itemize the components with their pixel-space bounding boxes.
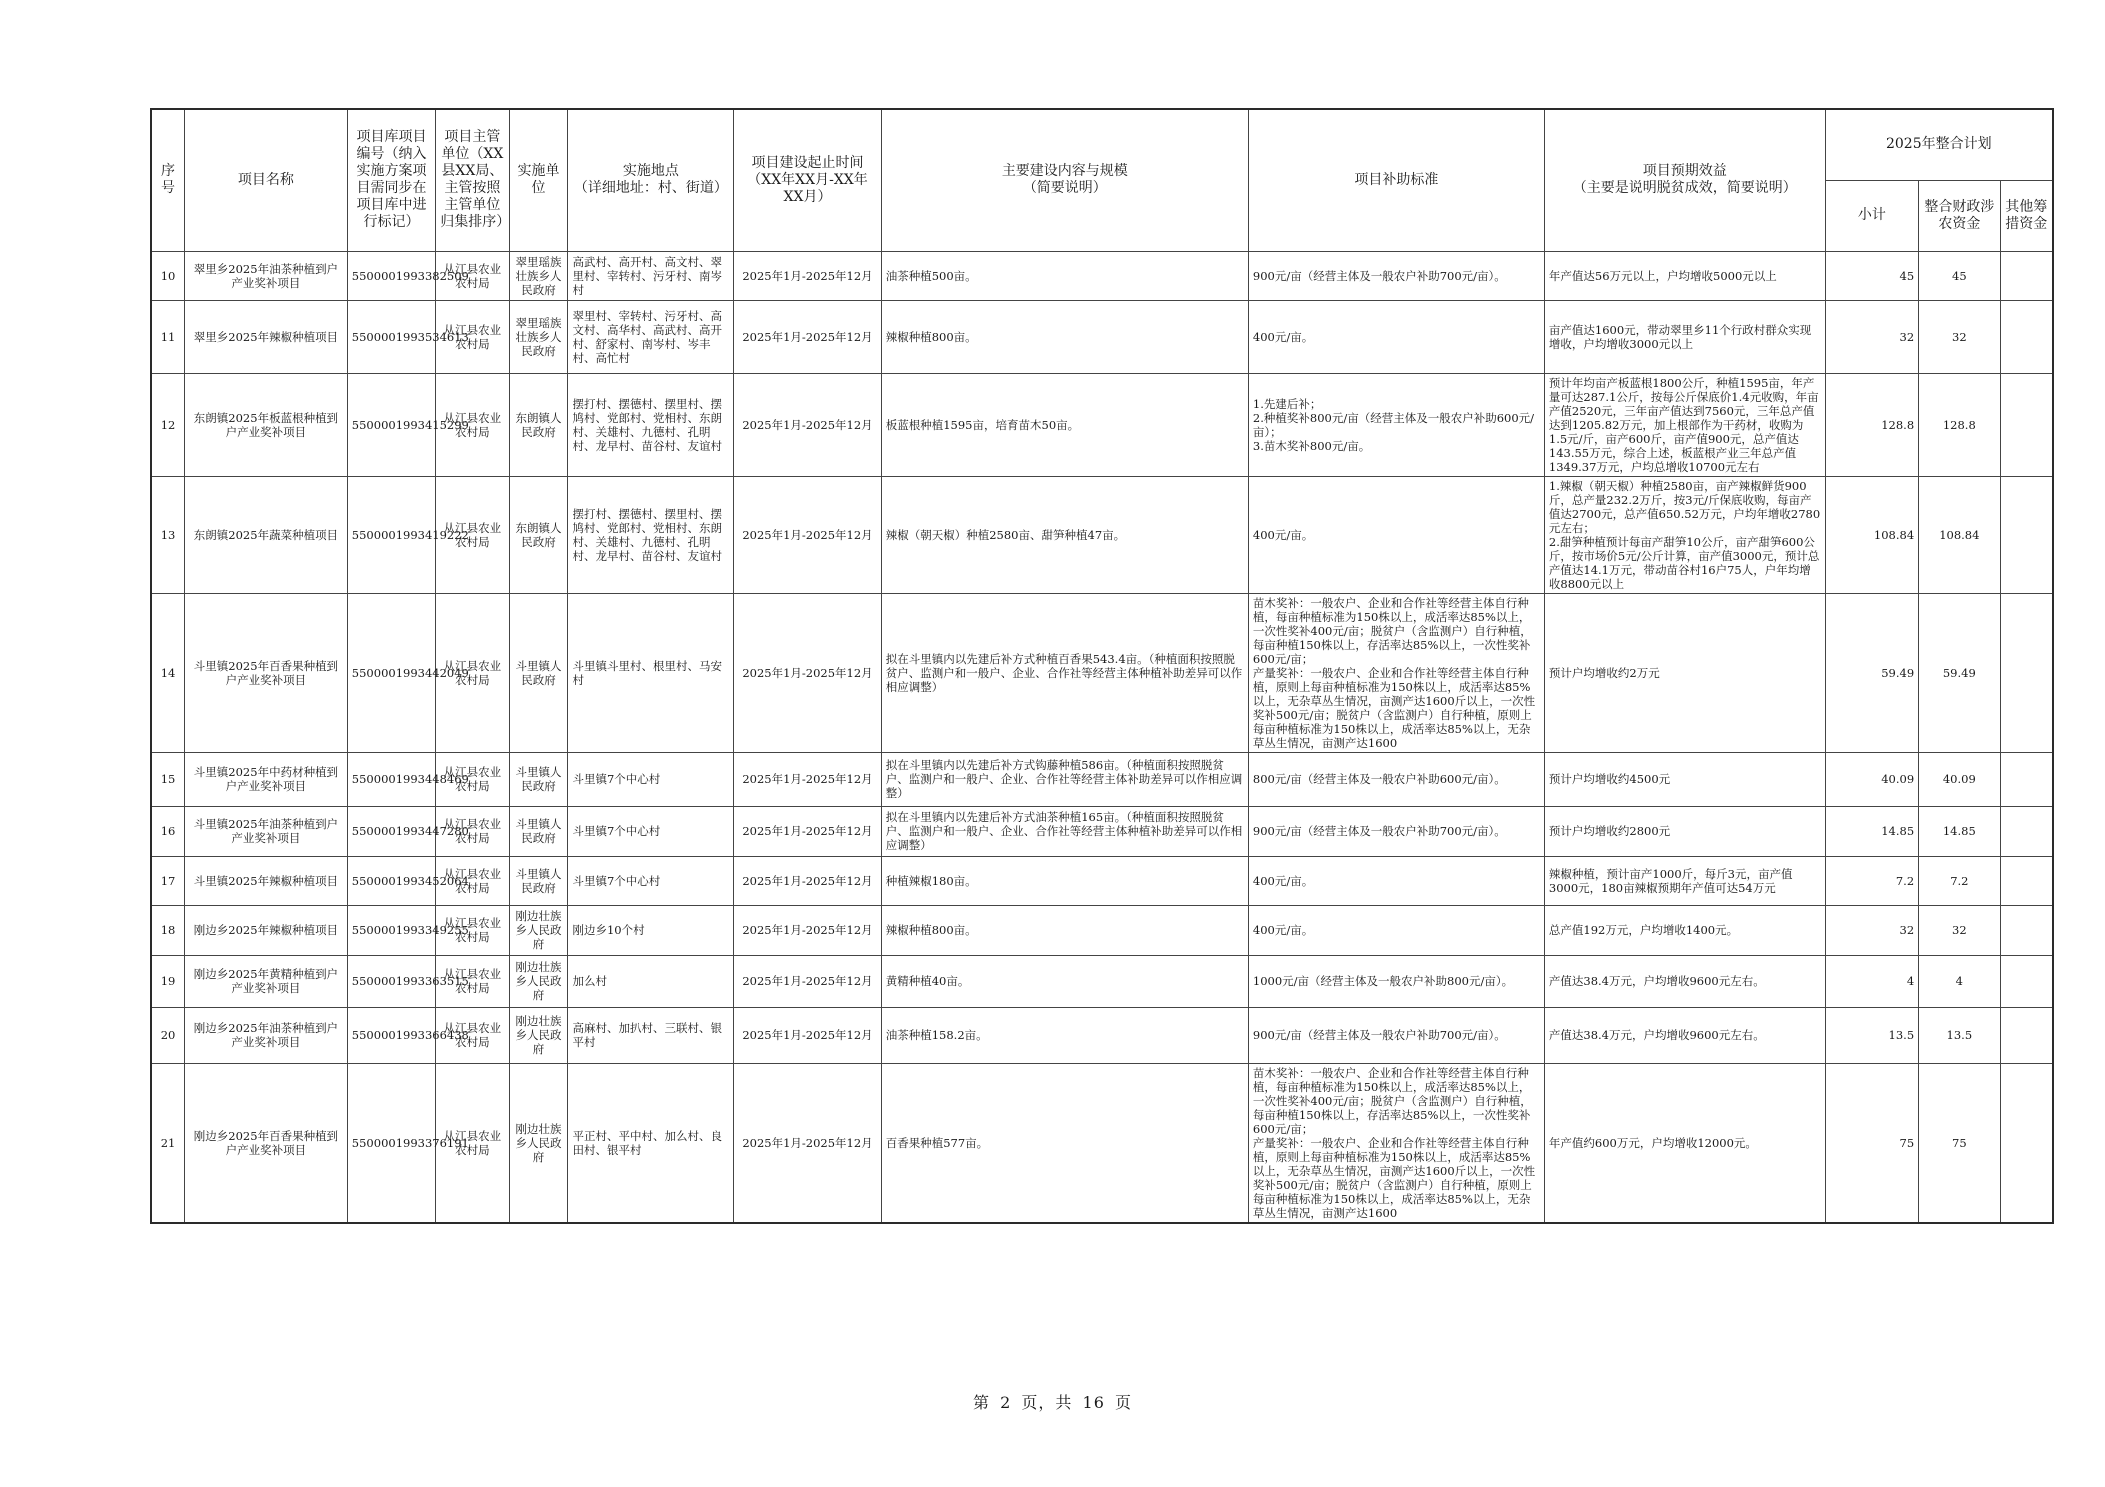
- cell-benefit: 总产值192万元，户均增收1400元。: [1544, 905, 1825, 955]
- cell-benefit: 预计户均增收约2800元: [1544, 806, 1825, 856]
- cell-seq: 15: [151, 752, 185, 806]
- cell-name: 斗里镇2025年辣椒种植项目: [185, 856, 348, 905]
- cell-name: 刚边乡2025年油茶种植到户产业奖补项目: [185, 1007, 348, 1063]
- page-footer: [0, 1390, 2105, 1413]
- cell-content: 辣椒种植800亩。: [881, 905, 1248, 955]
- cell-name: 翠里乡2025年辣椒种植项目: [185, 300, 348, 373]
- cell-other: [2000, 1063, 2053, 1223]
- table-row: [151, 856, 2053, 905]
- cell-dept: 从江县农业农村局: [436, 300, 509, 373]
- table-row: [151, 752, 2053, 806]
- cell-period: 2025年1月-2025年12月: [734, 373, 881, 476]
- cell-loc: 刚边乡10个村: [568, 905, 734, 955]
- header-benefit: 项目预期效益 （主要是说明脱贫成效，简要说明）: [1544, 109, 1825, 251]
- cell-period: 2025年1月-2025年12月: [734, 1007, 881, 1063]
- cell-subsidy: 800元/亩（经营主体及一般农户补助600元/亩）。: [1248, 752, 1544, 806]
- cell-fiscal: 4: [1919, 955, 2000, 1007]
- cell-impl: 斗里镇人民政府: [509, 752, 568, 806]
- table-row: [151, 905, 2053, 955]
- table-row: [151, 1063, 2053, 1223]
- cell-dept: 从江县农业农村局: [436, 1007, 509, 1063]
- cell-seq: 13: [151, 476, 185, 593]
- cell-fiscal: 32: [1919, 905, 2000, 955]
- cell-subtotal: 40.09: [1825, 752, 1919, 806]
- cell-seq: 19: [151, 955, 185, 1007]
- cell-loc: 摆打村、摆德村、摆里村、摆鸠村、党郎村、党相村、东朗村、关雄村、九德村、孔明村、龙早村、苗谷村、友谊村: [568, 476, 734, 593]
- cell-name: 刚边乡2025年黄精种植到户产业奖补项目: [185, 955, 348, 1007]
- header-period: 项目建设起止时间 （XX年XX月-XX年XX月）: [734, 109, 881, 251]
- cell-subtotal: 75: [1825, 1063, 1919, 1223]
- cell-subtotal: 13.5: [1825, 1007, 1919, 1063]
- cell-fiscal: 108.84: [1919, 476, 2000, 593]
- cell-benefit: 年产值达56万元以上，户均增收5000元以上: [1544, 251, 1825, 300]
- cell-loc: 高武村、高开村、高文村、翠里村、宰转村、污牙村、南岑村: [568, 251, 734, 300]
- cell-seq: 11: [151, 300, 185, 373]
- table-row: [151, 593, 2053, 752]
- cell-other: [2000, 806, 2053, 856]
- cell-seq: 18: [151, 905, 185, 955]
- cell-content: 辣椒种植800亩。: [881, 300, 1248, 373]
- cell-code: 5500001993376191: [347, 1063, 435, 1223]
- cell-seq: 16: [151, 806, 185, 856]
- cell-subsidy: 900元/亩（经营主体及一般农户补助700元/亩）。: [1248, 251, 1544, 300]
- cell-seq: 17: [151, 856, 185, 905]
- cell-benefit: 预计户均增收约4500元: [1544, 752, 1825, 806]
- cell-subtotal: 32: [1825, 300, 1919, 373]
- cell-fiscal: 45: [1919, 251, 2000, 300]
- cell-seq: 10: [151, 251, 185, 300]
- cell-fiscal: 32: [1919, 300, 2000, 373]
- cell-name: 刚边乡2025年辣椒种植项目: [185, 905, 348, 955]
- cell-fiscal: 128.8: [1919, 373, 2000, 476]
- cell-loc: 摆打村、摆德村、摆里村、摆鸠村、党郎村、党相村、东朗村、关雄村、九德村、孔明村、龙早村、苗谷村、友谊村: [568, 373, 734, 476]
- cell-other: [2000, 373, 2053, 476]
- cell-impl: 刚边壮族乡人民政府: [509, 1007, 568, 1063]
- cell-subsidy: 1000元/亩（经营主体及一般农户补助800元/亩）。: [1248, 955, 1544, 1007]
- cell-loc: 斗里镇斗里村、根里村、马安村: [568, 593, 734, 752]
- cell-dept: 从江县农业农村局: [436, 373, 509, 476]
- table-row: [151, 300, 2053, 373]
- cell-code: 5500001993448469: [347, 752, 435, 806]
- cell-loc: 加么村: [568, 955, 734, 1007]
- header-seq: 序号: [151, 109, 185, 251]
- cell-period: 2025年1月-2025年12月: [734, 593, 881, 752]
- cell-subsidy: 400元/亩。: [1248, 905, 1544, 955]
- cell-code: 5500001993363515: [347, 955, 435, 1007]
- cell-seq: 12: [151, 373, 185, 476]
- table-body: [151, 251, 2053, 1223]
- cell-subsidy: 苗木奖补：一般农户、企业和合作社等经营主体自行种植，每亩种植标准为150株以上，成活率达85%以上，一次性奖补400元/亩；脱贫户（含监测户）自行种植，每亩种植150株以上，存活率达85%以上，一次性奖补600元/亩； 产量奖补：一般农户、企业和合作社等经营主体自行种植，原则上每亩种植标准为150株以上，成活率达85%以上，无杂草丛生情况，亩测产达1600斤以上，一次性奖补500元/亩；脱贫户（含监测户）自行种植，原则上每亩种植标准为150株以上，成活率达85%以上，无杂草丛生情况，亩测产达1600: [1248, 593, 1544, 752]
- table-row: [151, 476, 2053, 593]
- cell-name: 斗里镇2025年油茶种植到户产业奖补项目: [185, 806, 348, 856]
- cell-period: 2025年1月-2025年12月: [734, 300, 881, 373]
- cell-subtotal: 59.49: [1825, 593, 1919, 752]
- page-number: 2: [1000, 1393, 1012, 1412]
- cell-fiscal: 59.49: [1919, 593, 2000, 752]
- cell-period: 2025年1月-2025年12月: [734, 476, 881, 593]
- cell-dept: 从江县农业农村局: [436, 1063, 509, 1223]
- cell-subtotal: 4: [1825, 955, 1919, 1007]
- page-mid: 页，共: [1021, 1393, 1073, 1412]
- cell-seq: 21: [151, 1063, 185, 1223]
- table-row: [151, 373, 2053, 476]
- cell-subsidy: 400元/亩。: [1248, 476, 1544, 593]
- cell-period: 2025年1月-2025年12月: [734, 251, 881, 300]
- cell-impl: 刚边壮族乡人民政府: [509, 955, 568, 1007]
- table-row: [151, 251, 2053, 300]
- cell-impl: 东朗镇人民政府: [509, 373, 568, 476]
- cell-subtotal: 128.8: [1825, 373, 1919, 476]
- cell-fiscal: 13.5: [1919, 1007, 2000, 1063]
- cell-impl: 刚边壮族乡人民政府: [509, 905, 568, 955]
- cell-other: [2000, 300, 2053, 373]
- cell-other: [2000, 856, 2053, 905]
- cell-code: 5500001993534613: [347, 300, 435, 373]
- cell-subsidy: 苗木奖补：一般农户、企业和合作社等经营主体自行种植，每亩种植标准为150株以上，成活率达85%以上，一次性奖补400元/亩；脱贫户（含监测户）自行种植，每亩种植150株以上，存活率达85%以上，一次性奖补600元/亩； 产量奖补：一般农户、企业和合作社等经营主体自行种植，原则上每亩种植标准为150株以上，成活率达85%以上，无杂草丛生情况，亩测产达1600斤以上，一次性奖补500元/亩；脱贫户（含监测户）自行种植，原则上每亩种植标准为150株以上，成活率达85%以上，无杂草丛生情况，亩测产达1600: [1248, 1063, 1544, 1223]
- cell-subsidy: 1.先建后补； 2.种植奖补800元/亩（经营主体及一般农户补助600元/亩）； 3.苗木奖补800元/亩。: [1248, 373, 1544, 476]
- cell-code: 5500001993349255: [347, 905, 435, 955]
- table-row: [151, 806, 2053, 856]
- cell-code: 5500001993366438: [347, 1007, 435, 1063]
- cell-loc: 平正村、平中村、加么村、良田村、银平村: [568, 1063, 734, 1223]
- cell-subtotal: 32: [1825, 905, 1919, 955]
- cell-content: 拟在斗里镇内以先建后补方式钩藤种植586亩。（种植面积按照脱贫户、监测户和一般户、企业、合作社等经营主体补助差异可以作相应调整）: [881, 752, 1248, 806]
- cell-subsidy: 900元/亩（经营主体及一般农户补助700元/亩）。: [1248, 806, 1544, 856]
- cell-subtotal: 7.2: [1825, 856, 1919, 905]
- page-prefix: 第: [973, 1393, 991, 1412]
- cell-dept: 从江县农业农村局: [436, 476, 509, 593]
- header-plan-group: 2025年整合计划: [1825, 109, 2053, 180]
- cell-content: 种植辣椒180亩。: [881, 856, 1248, 905]
- cell-other: [2000, 476, 2053, 593]
- cell-period: 2025年1月-2025年12月: [734, 806, 881, 856]
- cell-name: 刚边乡2025年百香果种植到户产业奖补项目: [185, 1063, 348, 1223]
- cell-benefit: 年产值约600万元，户均增收12000元。: [1544, 1063, 1825, 1223]
- cell-name: 东朗镇2025年板蓝根种植到户产业奖补项目: [185, 373, 348, 476]
- project-table: [150, 108, 2054, 1224]
- cell-dept: 从江县农业农村局: [436, 856, 509, 905]
- cell-content: 油茶种植158.2亩。: [881, 1007, 1248, 1063]
- cell-loc: 翠里村、宰转村、污牙村、高文村、高华村、高武村、高开村、舒家村、南岑村、岑丰村、高忙村: [568, 300, 734, 373]
- cell-code: 5500001993442049: [347, 593, 435, 752]
- cell-impl: 斗里镇人民政府: [509, 593, 568, 752]
- header-name: 项目名称: [185, 109, 348, 251]
- page-suffix: 页: [1114, 1393, 1132, 1412]
- cell-subsidy: 400元/亩。: [1248, 300, 1544, 373]
- cell-dept: 从江县农业农村局: [436, 905, 509, 955]
- header-fiscal: 整合财政涉农资金: [1919, 180, 2000, 251]
- cell-code: 5500001993452064: [347, 856, 435, 905]
- cell-code: 5500001993419222: [347, 476, 435, 593]
- cell-dept: 从江县农业农村局: [436, 806, 509, 856]
- cell-other: [2000, 905, 2053, 955]
- cell-other: [2000, 752, 2053, 806]
- project-table-sheet: [150, 108, 2054, 1224]
- cell-other: [2000, 955, 2053, 1007]
- cell-loc: 斗里镇7个中心村: [568, 856, 734, 905]
- cell-code: 5500001993447280: [347, 806, 435, 856]
- cell-period: 2025年1月-2025年12月: [734, 1063, 881, 1223]
- cell-content: 板蓝根种植1595亩，培育苗木50亩。: [881, 373, 1248, 476]
- cell-period: 2025年1月-2025年12月: [734, 752, 881, 806]
- cell-benefit: 产值达38.4万元，户均增收9600元左右。: [1544, 1007, 1825, 1063]
- header-content: 主要建设内容与规模 （简要说明）: [881, 109, 1248, 251]
- cell-name: 斗里镇2025年中药材种植到户产业奖补项目: [185, 752, 348, 806]
- header-dept: 项目主管单位（XX县XX局、主管按照主管单位归集排序）: [436, 109, 509, 251]
- cell-seq: 14: [151, 593, 185, 752]
- cell-period: 2025年1月-2025年12月: [734, 905, 881, 955]
- cell-content: 辣椒（朝天椒）种植2580亩、甜笋种植47亩。: [881, 476, 1248, 593]
- cell-impl: 斗里镇人民政府: [509, 806, 568, 856]
- cell-benefit: 辣椒种植，预计亩产1000斤，每斤3元，亩产值3000元，180亩辣椒预期年产值可达54万元: [1544, 856, 1825, 905]
- cell-fiscal: 75: [1919, 1063, 2000, 1223]
- cell-other: [2000, 1007, 2053, 1063]
- cell-subtotal: 14.85: [1825, 806, 1919, 856]
- cell-fiscal: 14.85: [1919, 806, 2000, 856]
- cell-subsidy: 900元/亩（经营主体及一般农户补助700元/亩）。: [1248, 1007, 1544, 1063]
- cell-subsidy: 400元/亩。: [1248, 856, 1544, 905]
- cell-dept: 从江县农业农村局: [436, 752, 509, 806]
- cell-seq: 20: [151, 1007, 185, 1063]
- header-subtotal: 小计: [1825, 180, 1919, 251]
- cell-benefit: 预计户均增收约2万元: [1544, 593, 1825, 752]
- cell-content: 油茶种植500亩。: [881, 251, 1248, 300]
- cell-benefit: 1.辣椒（朝天椒）种植2580亩，亩产辣椒鲜货900斤，总产量232.2万斤，按3元/斤保底收购，每亩产值达2700元，总产值650.52万元，户均年增收2780元左右； 2.甜笋种植预计每亩产甜笋10公斤，亩产甜笋600公斤，按市场价5元/公斤计算，亩产值3000元，预计总产值达14.1万元，带动苗谷村16户75人，户年均增收8800元以上: [1544, 476, 1825, 593]
- cell-dept: 从江县农业农村局: [436, 251, 509, 300]
- header-impl: 实施单位: [509, 109, 568, 251]
- table-row: [151, 955, 2053, 1007]
- cell-fiscal: 7.2: [1919, 856, 2000, 905]
- cell-benefit: 亩产值达1600元，带动翠里乡11个行政村群众实现增收，户均增收3000元以上: [1544, 300, 1825, 373]
- page-total: 16: [1082, 1393, 1105, 1412]
- cell-content: 黄精种植40亩。: [881, 955, 1248, 1007]
- cell-code: 5500001993382509: [347, 251, 435, 300]
- cell-other: [2000, 251, 2053, 300]
- header-subsidy: 项目补助标准: [1248, 109, 1544, 251]
- cell-content: 拟在斗里镇内以先建后补方式种植百香果543.4亩。（种植面积按照脱贫户、监测户和一般户、企业、合作社等经营主体种植补助差异可以作相应调整）: [881, 593, 1248, 752]
- header-code: 项目库项目编号（纳入实施方案项目需同步在项目库中进行标记）: [347, 109, 435, 251]
- table-row: [151, 1007, 2053, 1063]
- cell-subtotal: 108.84: [1825, 476, 1919, 593]
- cell-benefit: 预计年均亩产板蓝根1800公斤，种植1595亩，年产量可达287.1公斤，按每公斤保底价1.4元收购，年亩产值2520元，三年亩产值达到7560元，三年总产值达到1205.82万元，加上根部作为干药材，收购为1.5元/斤，亩产600斤，亩产值900元，总产值达143.55万元，综合上述，板蓝根产业三年总产值1349.37万元，户均总增收10700元左右: [1544, 373, 1825, 476]
- cell-name: 东朗镇2025年蔬菜种植项目: [185, 476, 348, 593]
- cell-impl: 刚边壮族乡人民政府: [509, 1063, 568, 1223]
- cell-impl: 翠里瑶族壮族乡人民政府: [509, 251, 568, 300]
- cell-impl: 东朗镇人民政府: [509, 476, 568, 593]
- cell-dept: 从江县农业农村局: [436, 593, 509, 752]
- cell-subtotal: 45: [1825, 251, 1919, 300]
- cell-period: 2025年1月-2025年12月: [734, 856, 881, 905]
- cell-period: 2025年1月-2025年12月: [734, 955, 881, 1007]
- header-other: 其他筹措资金: [2000, 180, 2053, 251]
- cell-content: 百香果种植577亩。: [881, 1063, 1248, 1223]
- cell-name: 翠里乡2025年油茶种植到户产业奖补项目: [185, 251, 348, 300]
- cell-loc: 斗里镇7个中心村: [568, 806, 734, 856]
- cell-code: 5500001993415299: [347, 373, 435, 476]
- cell-content: 拟在斗里镇内以先建后补方式油茶种植165亩。（种植面积按照脱贫户、监测户和一般户、企业、合作社等经营主体种植补助差异可以作相应调整）: [881, 806, 1248, 856]
- cell-impl: 翠里瑶族壮族乡人民政府: [509, 300, 568, 373]
- cell-name: 斗里镇2025年百香果种植到户产业奖补项目: [185, 593, 348, 752]
- cell-loc: 斗里镇7个中心村: [568, 752, 734, 806]
- header-location: 实施地点 （详细地址：村、街道）: [568, 109, 734, 251]
- cell-fiscal: 40.09: [1919, 752, 2000, 806]
- cell-dept: 从江县农业农村局: [436, 955, 509, 1007]
- cell-loc: 高麻村、加扒村、三联村、银平村: [568, 1007, 734, 1063]
- cell-benefit: 产值达38.4万元，户均增收9600元左右。: [1544, 955, 1825, 1007]
- cell-impl: 斗里镇人民政府: [509, 856, 568, 905]
- cell-other: [2000, 593, 2053, 752]
